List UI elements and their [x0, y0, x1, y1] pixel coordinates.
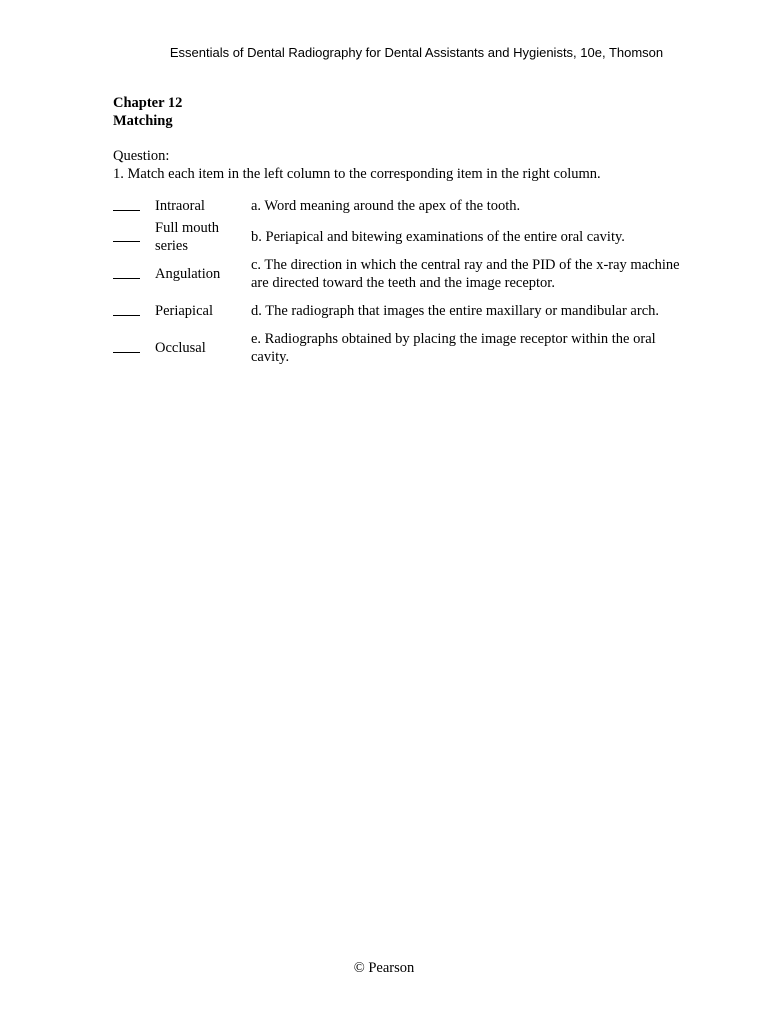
answer-blank[interactable]: [113, 194, 155, 218]
chapter-title: Chapter 12: [113, 95, 183, 111]
match-row: [113, 194, 683, 218]
match-term: Angulation: [155, 265, 221, 282]
page-footer: © Pearson: [353, 960, 415, 976]
page-header: Essentials of Dental Radiography for Dental Assistants and Hygienists, 10e, Thomson: [169, 45, 664, 60]
answer-blank[interactable]: [113, 329, 155, 366]
match-term: Periapical: [155, 302, 213, 319]
match-row: [113, 292, 683, 329]
match-term: Occlusal: [155, 339, 206, 356]
match-row: [113, 218, 683, 255]
match-definition: b. Periapical and bitewing examinations of the entire oral cavity.: [251, 228, 625, 245]
section-title: Matching: [113, 113, 173, 129]
question-label: Question:: [113, 148, 170, 164]
match-term: Full mouth series: [155, 219, 220, 254]
match-definition: e. Radiographs obtained by placing the image receptor within the oral cavity.: [251, 330, 656, 365]
match-definition: d. The radiograph that images the entire maxillary or mandibular arch.: [251, 302, 660, 319]
match-row: [113, 329, 683, 366]
answer-blank[interactable]: [113, 292, 155, 329]
matching-table: [113, 194, 683, 366]
match-definition: a. Word meaning around the apex of the tooth.: [251, 198, 521, 214]
match-term: Intraoral: [155, 198, 205, 214]
answer-blank[interactable]: [113, 218, 155, 255]
match-row: [113, 255, 683, 292]
answer-blank[interactable]: [113, 255, 155, 292]
question-text: 1. Match each item in the left column to the corresponding item in the right column.: [113, 166, 601, 182]
document-body: [113, 94, 683, 366]
match-definition: c. The direction in which the central ray and the PID of the x-ray machine are directed toward the teeth and the image receptor.: [251, 256, 680, 291]
